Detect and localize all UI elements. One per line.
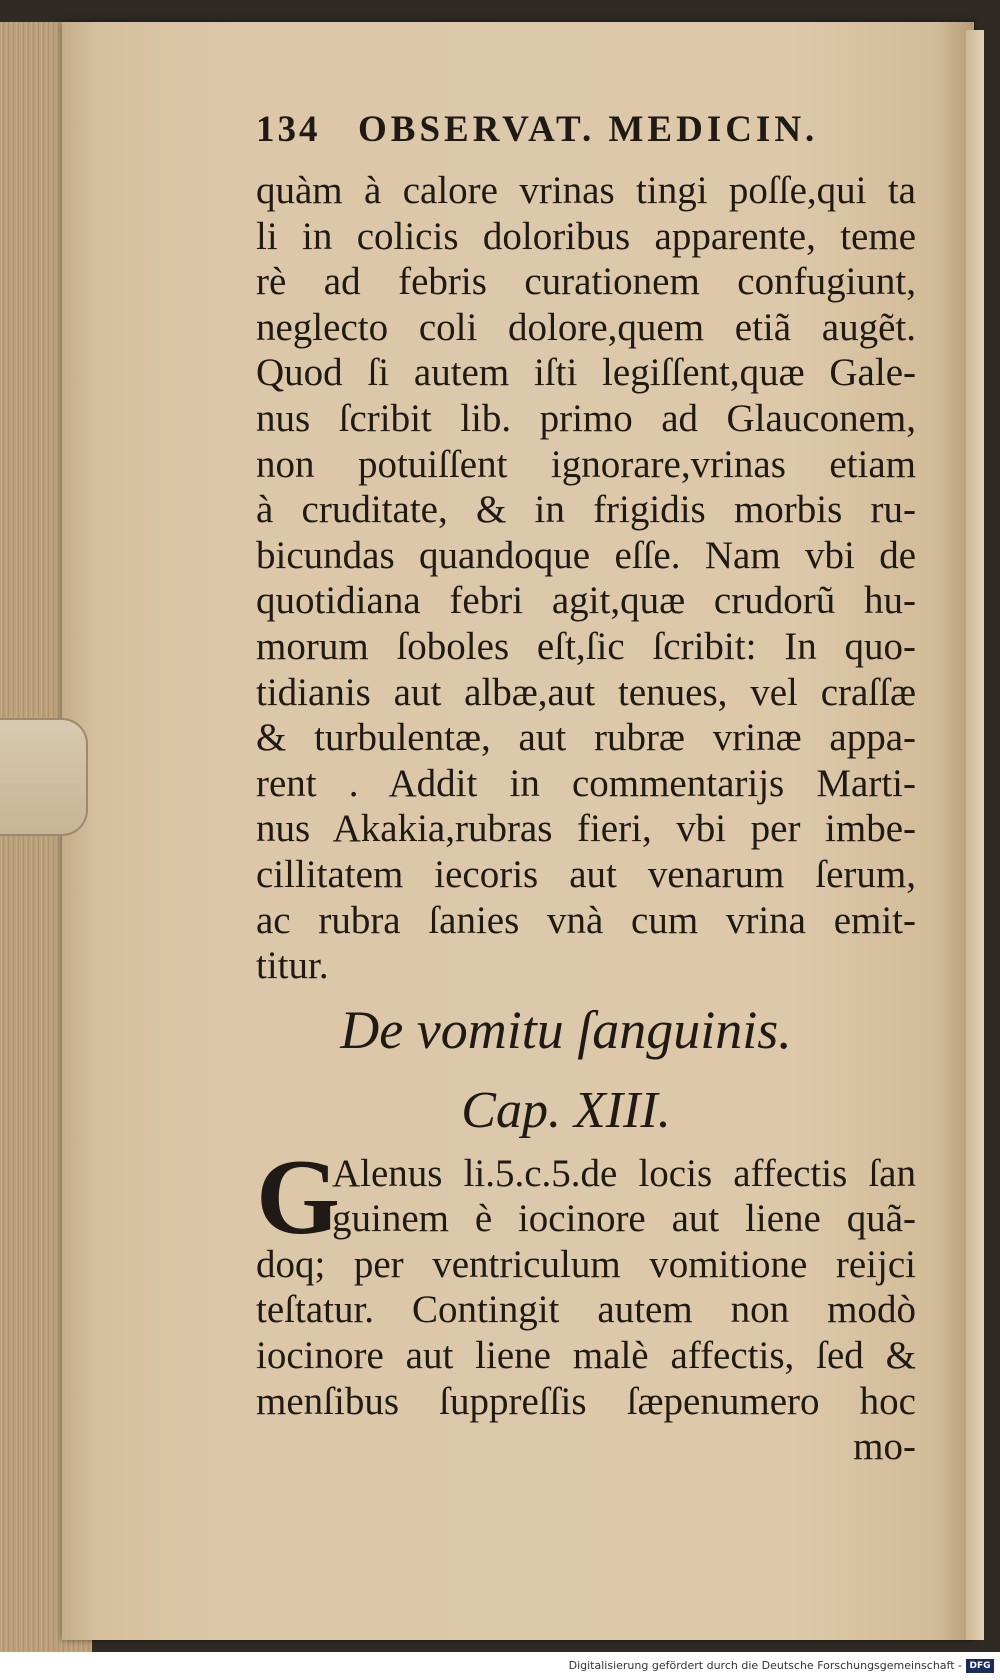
body-line: nus Akakia,rubras fieri, vbi per imbe- <box>256 807 916 851</box>
page-number: 134 <box>256 109 321 150</box>
chapter-line: menſibus ſuppreſſis ſæpenumero hoc <box>256 1379 916 1423</box>
page-right-edge <box>966 30 984 1640</box>
body-line: rent . Addit in commentarijs Marti- <box>256 761 916 805</box>
body-line: cillitatem iecoris aut venarum ſerum, <box>256 852 916 896</box>
digitization-footer <box>0 1652 1000 1680</box>
body-line: morum ſoboles eſt,ſic ſcribit: In quo- <box>256 624 916 668</box>
chapter-text <box>256 1137 936 1470</box>
body-line: rè ad febris curationem confugiunt, <box>256 260 916 304</box>
drop-cap-initial: G <box>256 1137 341 1257</box>
chapter-line: Alenus li.5.c.5.de locis affectis ſan <box>332 1151 916 1195</box>
catchword: mo- <box>853 1425 916 1469</box>
chapter-line: doq; per ventriculum vomitione reijci <box>256 1242 916 1286</box>
body-line: neglecto coli dolore,quem etiã augẽt. <box>256 305 916 349</box>
chapter-line: teſtatur. Contingit autem non modò <box>256 1288 916 1332</box>
section-heading: De vomitu ſanguinis. <box>340 999 792 1060</box>
body-line: à cruditate, & in frigidis morbis ru- <box>256 488 916 532</box>
chapter-line: iocinore aut liene malè affectis, ſed & <box>256 1334 916 1378</box>
running-title: OBSERVAT. MEDICIN. <box>358 109 819 150</box>
body-line: quàm à calore vrinas tingi poſſe,qui ta <box>256 169 916 212</box>
body-line: nus ſcribit lib. primo ad Glauconem, <box>256 396 916 440</box>
chapter-line: guinem è iocinore aut liene quã- <box>332 1197 916 1241</box>
text-block <box>256 108 936 1470</box>
chapter-number: Cap. XIII. <box>461 1081 671 1139</box>
body-line: tidianis aut albæ,aut tenues, vel craſſæ <box>256 670 916 714</box>
body-line: non potuiſſent ignorare,vrinas etiam <box>256 442 916 486</box>
body-line: li in colicis doloribus apparente, teme <box>256 214 916 258</box>
footer-credit-text: Digitalisierung gefördert durch die Deutsche Forschungsgemeinschaft - <box>568 1659 962 1672</box>
body-line: ac rubra ſanies vnà cum vrina emit- <box>256 898 916 942</box>
body-line: quotidiana febri agit,quæ crudorũ hu- <box>256 579 916 623</box>
body-line: bicundas quandoque eſſe. Nam vbi de <box>256 533 916 577</box>
body-line: titur. <box>256 944 329 988</box>
dfg-logo-icon: DFG <box>966 1659 994 1673</box>
body-line: Quod ſi autem iſti legiſſent,quæ Gale- <box>256 351 916 395</box>
running-head <box>256 108 936 168</box>
body-line: & turbulentæ, aut rubræ vrinæ appa- <box>256 716 916 760</box>
page-clip <box>0 718 88 836</box>
